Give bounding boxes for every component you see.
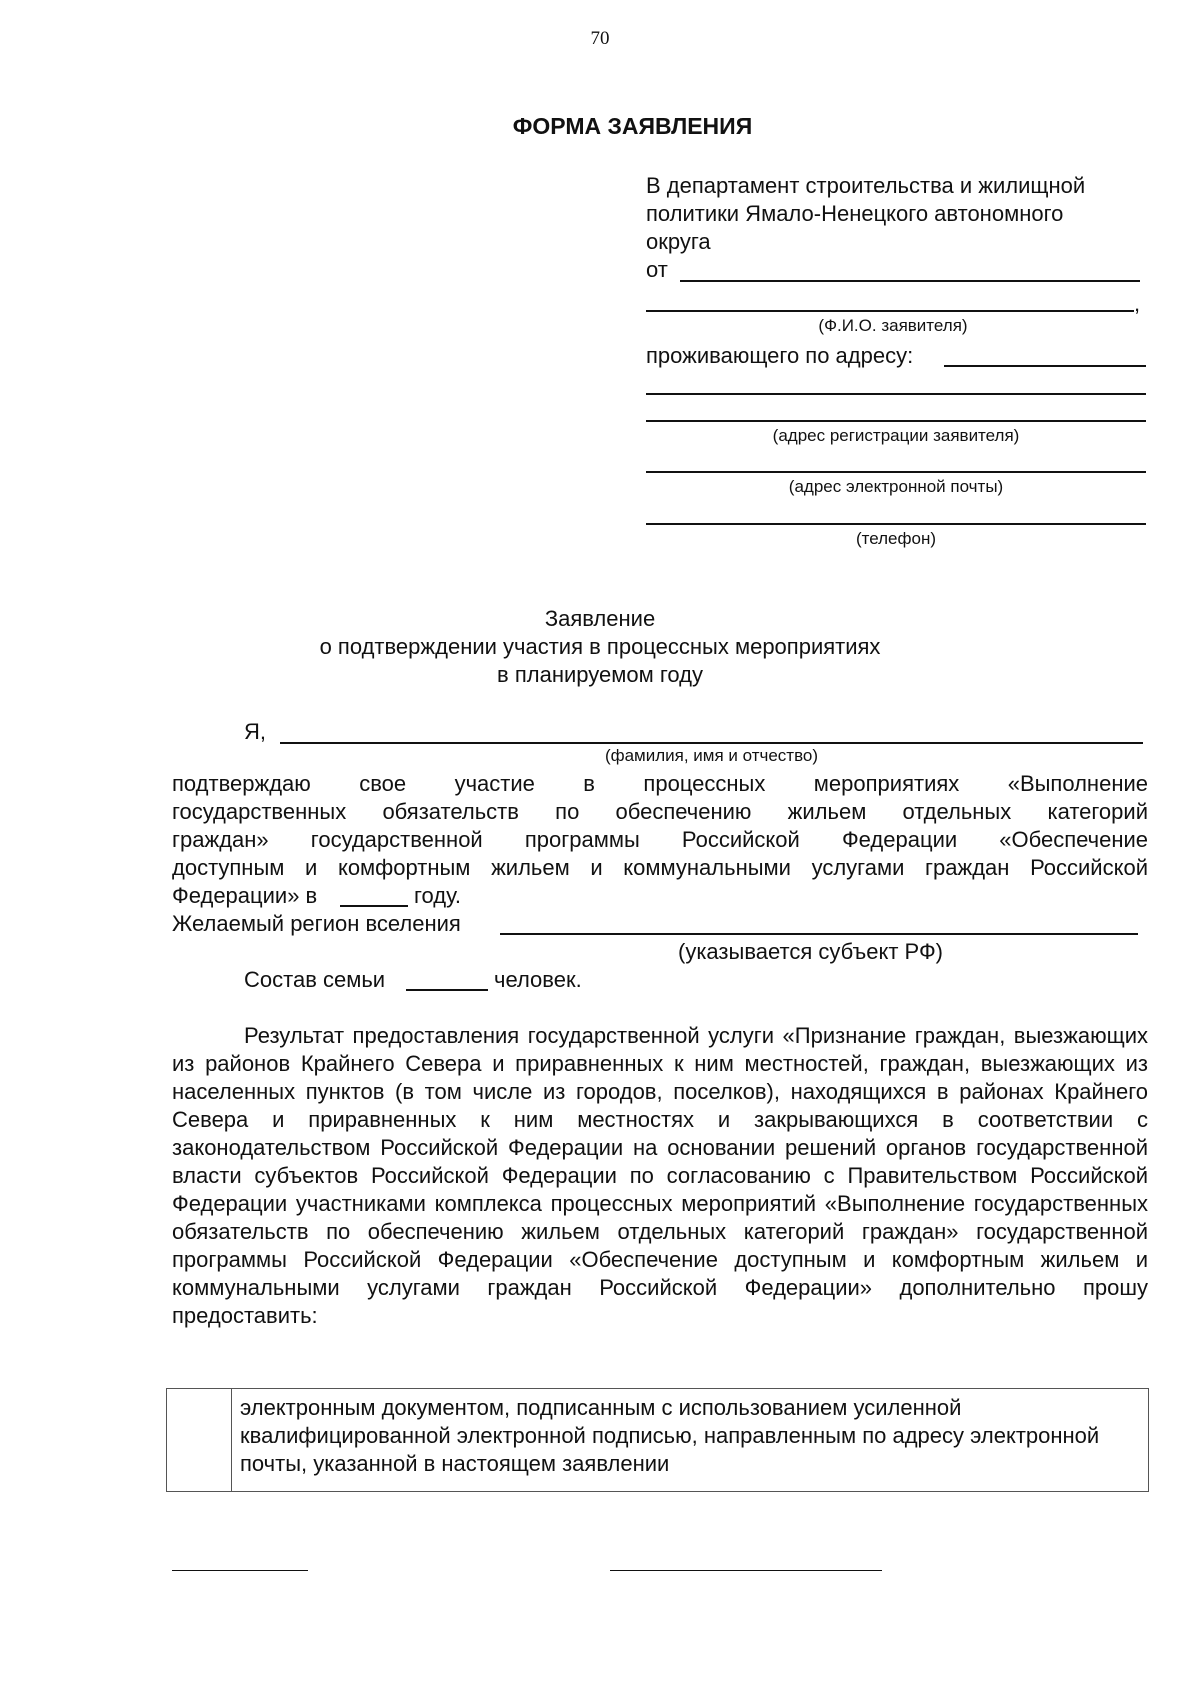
fio-input-line[interactable] [646, 310, 1134, 312]
addressee-line-2: политики Ямало-Ненецкого автономного [646, 201, 1064, 226]
phone-input-line[interactable] [646, 523, 1146, 525]
region-caption: (указывается субъект РФ) [678, 939, 943, 964]
delivery-option-text: электронным документом, подписанным с использованием усиленной квалифицированной электронной подписью, направленным по адресу электронной почты, указанной в настоящем заявлении [232, 1389, 1149, 1492]
form-title: ФОРМА ЗАЯВЛЕНИЯ [512, 113, 753, 139]
delivery-option-table [166, 1388, 1149, 1492]
statement-subtitle-1: о подтверждении участия в процессных мероприятиях [319, 634, 881, 659]
paragraph-1-line-5a: Федерации» в [172, 883, 318, 908]
address-label: проживающего по адресу: [646, 343, 914, 368]
region-label: Желаемый регион вселения [172, 911, 461, 936]
phone-caption: (телефон) [855, 529, 936, 548]
name-caption: (фамилия, имя и отчество) [604, 746, 819, 765]
name-input-line[interactable] [280, 742, 1143, 744]
from-label: от [646, 257, 668, 282]
family-size-input-line[interactable] [406, 989, 488, 991]
statement-title: Заявление [544, 606, 656, 631]
paragraph-2: Результат предоставления государственной услуги «Признание граждан, выезжающих из районов Крайнего Севера и приравненных к ним местностей, граждан, выезжающих из населенных пунктов (в том числе из городов, поселков), находящихся в районах Крайнего Севера и приравненных к ним местностях и закрывающихся в соответствии с законодательством Российской Федерации на основании решений органов государственной власти субъектов Российской Федерации по согласованию с Правительством Российской Федерации участниками комплекса процессных мероприятий «Выполнение государственных обязательств по обеспечению жильем отдельных категорий граждан» государственной программы Российской Федерации «Обеспечение доступным и комфортным жильем и коммунальными услугами граждан Российской Федерации» дополнительно прошу предоставить: [172, 1023, 1148, 1328]
paragraph-1-line-4: доступным и комфортным жильем и коммунальными услугами граждан Российской [172, 855, 1148, 880]
region-input-line[interactable] [500, 933, 1138, 935]
i-label: Я, [244, 719, 266, 744]
addressee-line-3: округа [646, 229, 711, 254]
date-line[interactable] [172, 1570, 308, 1571]
delivery-option-checkbox[interactable] [167, 1389, 232, 1492]
address-input-line-3[interactable] [646, 420, 1146, 422]
paragraph-1-line-2: государственных обязательств по обеспечению жильем отдельных категорий [172, 799, 1148, 824]
email-input-line[interactable] [646, 471, 1146, 473]
page-number: 70 [590, 28, 610, 49]
paragraph-1-line-5b: году. [414, 883, 462, 908]
address-input-line-2[interactable] [646, 393, 1146, 395]
addressee-line-1: В департамент строительства и жилищной [646, 173, 1086, 198]
paragraph-1-line-1: подтверждаю свое участие в процессных мероприятиях «Выполнение [172, 771, 1148, 796]
year-input-line[interactable] [340, 905, 408, 907]
address-input-line-1[interactable] [944, 365, 1146, 367]
address-caption: (адрес регистрации заявителя) [772, 426, 1020, 445]
from-input-line[interactable] [680, 280, 1140, 282]
statement-subtitle-2: в планируемом году [497, 662, 703, 687]
email-caption: (адрес электронной почты) [788, 477, 1004, 496]
family-label: Состав семьи [244, 967, 386, 992]
signature-line[interactable] [610, 1570, 882, 1571]
comma: , [1134, 291, 1141, 316]
fio-caption: (Ф.И.О. заявителя) [818, 316, 968, 335]
paragraph-1-line-3: граждан» государственной программы Российской Федерации «Обеспечение [172, 827, 1148, 852]
family-unit: человек. [494, 967, 582, 992]
